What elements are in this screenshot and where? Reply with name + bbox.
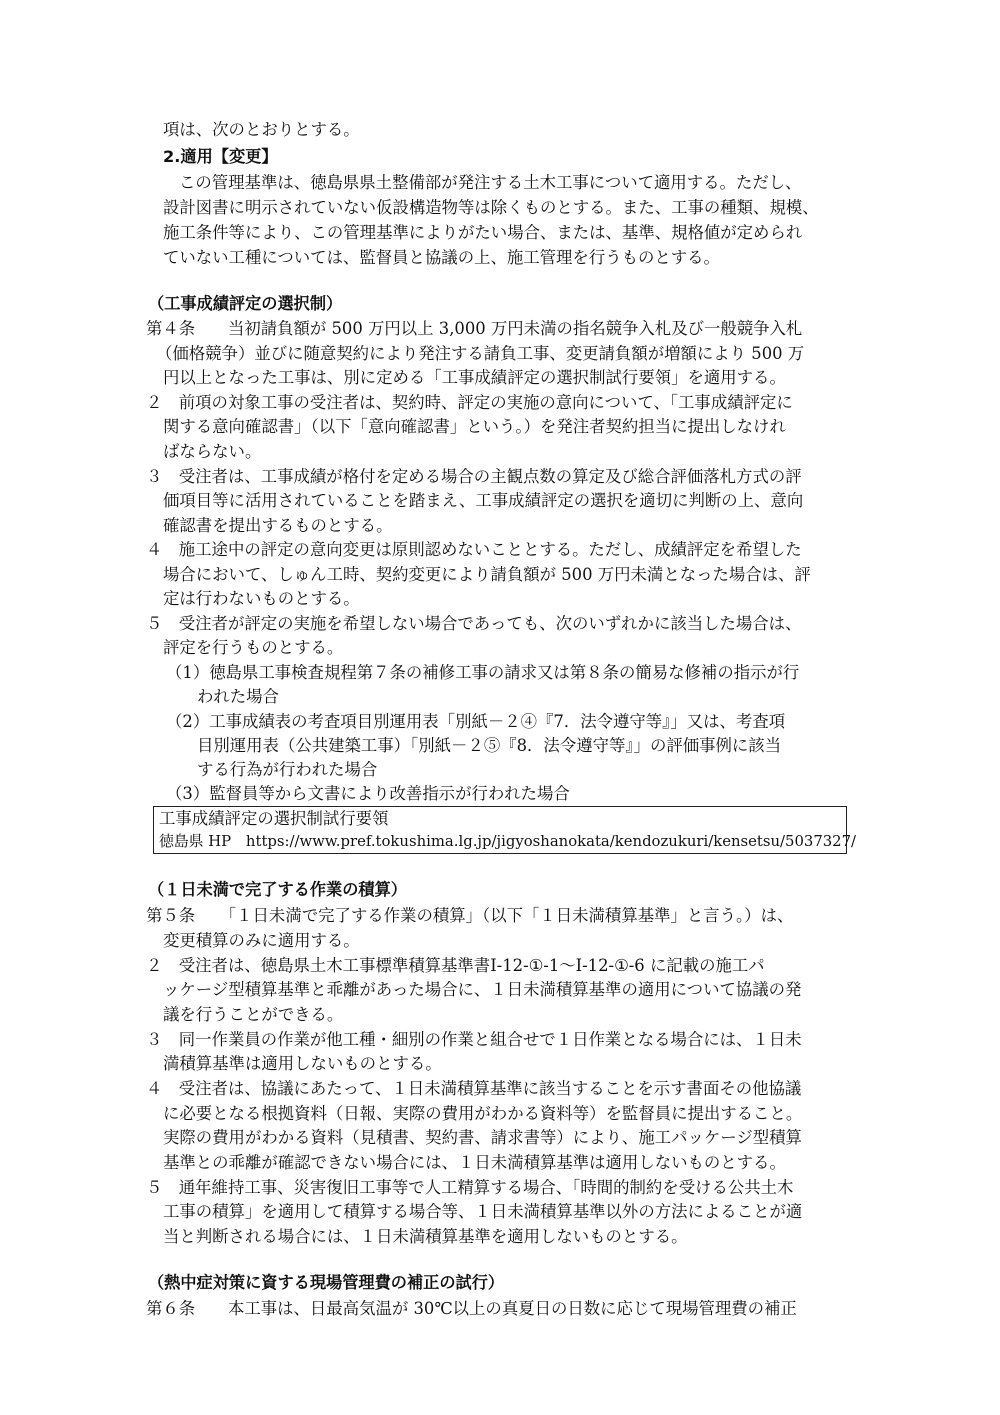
- text-line: われた場合: [197, 687, 279, 706]
- paragraph-4: ４ 施工途中の評定の意向変更は原則認めないこととする。ただし、成績評定を希望した: [146, 540, 802, 559]
- text-line: 価項目等に活用されていることを踏まえ、工事成績評定の選択を適切に判断の上、意向: [163, 491, 804, 510]
- text-line: 確認書を提出するものとする。: [163, 516, 393, 535]
- text-line: 満積算基準は適用しないものとする。: [163, 1054, 442, 1073]
- text-line: に必要となる根拠資料（日報、実際の費用がわかる資料等）を監督員に提出すること。: [163, 1104, 803, 1123]
- text-line: 定は行わないものとする。: [163, 589, 360, 608]
- article-heading: （１日未満で完了する作業の積算）: [148, 880, 407, 899]
- paragraph-2: ２ 受注者は、徳島県土木工事標準積算基準書Ⅰ-12-①-1～Ⅰ-12-①-6 に記載の施工パ: [146, 956, 765, 975]
- article-heading: （工事成績評定の選択制）: [148, 294, 343, 313]
- text-line: 設計図書に明示されていない仮設構造物等は除くものとする。また、工事の種類、規模、: [163, 198, 819, 217]
- sub-item-2: （2）工事成績表の考査項目別運用表「別紙－２④『7．法令遵守等』」又は、考査項: [166, 712, 786, 731]
- paragraph-5: ５ 通年維持工事、災害復旧工事等で人工精算する場合、「時間的制約を受ける公共土木: [146, 1178, 794, 1197]
- text-line: 当と判断される場合には、１日未満積算基準を適用しないものとする。: [163, 1227, 688, 1246]
- paragraph-3: ３ 同一作業員の作業が他工種・細別の作業と組合せで１日作業となる場合には、１日未: [146, 1030, 802, 1049]
- reference-box: [153, 806, 857, 854]
- sub-item-3: （3）監督員等から文書により改善指示が行われた場合: [166, 784, 570, 803]
- text-line: ていない工種については、監督員と協議の上、施工管理を行うものとする。: [163, 248, 720, 267]
- text-line: （価格競争）並びに随意契約により発注する請負工事、変更請負額が増額により 500 万: [156, 344, 805, 363]
- text-line: 目別運用表（公共建築工事）「別紙－２⑤『8．法令遵守等』」の評価事例に該当: [197, 736, 782, 755]
- section-heading: 2.適用【変更】: [163, 147, 278, 166]
- paragraph-2: ２ 前項の対象工事の受注者は、契約時、評定の実施の意向について、「工事成績評定に: [146, 393, 793, 412]
- text-line: する行為が行われた場合: [197, 760, 378, 779]
- text-line: ばならない。: [163, 442, 262, 461]
- text-line: 項は、次のとおりとする。: [163, 120, 360, 139]
- text-line: 工事の積算」を適用して積算する場合等、１日未満積算基準以外の方法によることが適: [163, 1202, 803, 1221]
- text-line: ッケージ型積算基準と乖離があった場合に、１日未満積算基準の適用について協議の発: [163, 980, 802, 999]
- text-line: 評定を行うものとする。: [163, 638, 344, 657]
- reference-url: 徳島県 HP https://www.pref.tokushima.lg.jp/jigyoshanokata/kendozukuri/kensetsu/5037327/: [159, 833, 857, 850]
- text-line: 場合において、しゅん工時、契約変更により請負額が 500 万円未満となった場合は、評: [163, 565, 811, 584]
- article-4: 第４条 当初請負額が 500 万円以上 3,000 万円未満の指名競争入札及び一般競争入札: [146, 319, 803, 338]
- text-line: この管理基準は、徳島県県土整備部が発注する土木工事について適用する。ただし、: [179, 173, 802, 192]
- text-line: 基準との乖離が確認できない場合には、１日未満積算基準は適用しないものとする。: [163, 1153, 786, 1172]
- paragraph-4: ４ 受注者は、協議にあたって、１日未満積算基準に該当することを示す書面その他協議: [146, 1079, 802, 1098]
- article-5: 第５条 「１日未満で完了する作業の積算」（以下「１日未満積算基準」と言う。）は、: [146, 906, 794, 925]
- paragraph-3: ３ 受注者は、工事成績が格付を定める場合の主観点数の算定及び総合評価落札方式の評: [146, 467, 802, 486]
- article-6: 第６条 本工事は、日最高気温が 30℃以上の真夏日の日数に応じて現場管理費の補正: [146, 1299, 797, 1318]
- text-line: 円以上となった工事は、別に定める「工事成績評定の選択制試行要領」を適用する。: [163, 368, 786, 387]
- reference-title: 工事成績評定の選択制試行要領: [159, 809, 389, 828]
- article-heading: （熱中症対策に資する現場管理費の補正の試行）: [148, 1273, 505, 1292]
- text-line: 関する意向確認書」（以下「意向確認書」という。）を発注者契約担当に提出しなけれ: [163, 417, 786, 436]
- text-line: 施工条件等により、この管理基準によりがたい場合、または、基準、規格値が定められ: [163, 223, 803, 242]
- text-line: 変更積算のみに適用する。: [163, 931, 360, 950]
- paragraph-5: ５ 受注者が評定の実施を希望しない場合であっても、次のいずれかに該当した場合は、: [146, 614, 802, 633]
- text-line: 議を行うことができる。: [163, 1005, 344, 1024]
- text-line: 実際の費用がわかる資料（見積書、契約書、請求書等）により、施工パッケージ型積算: [163, 1128, 802, 1147]
- sub-item-1: （1）徳島県工事検査規程第７条の補修工事の請求又は第８条の簡易な修補の指示が行: [166, 663, 800, 682]
